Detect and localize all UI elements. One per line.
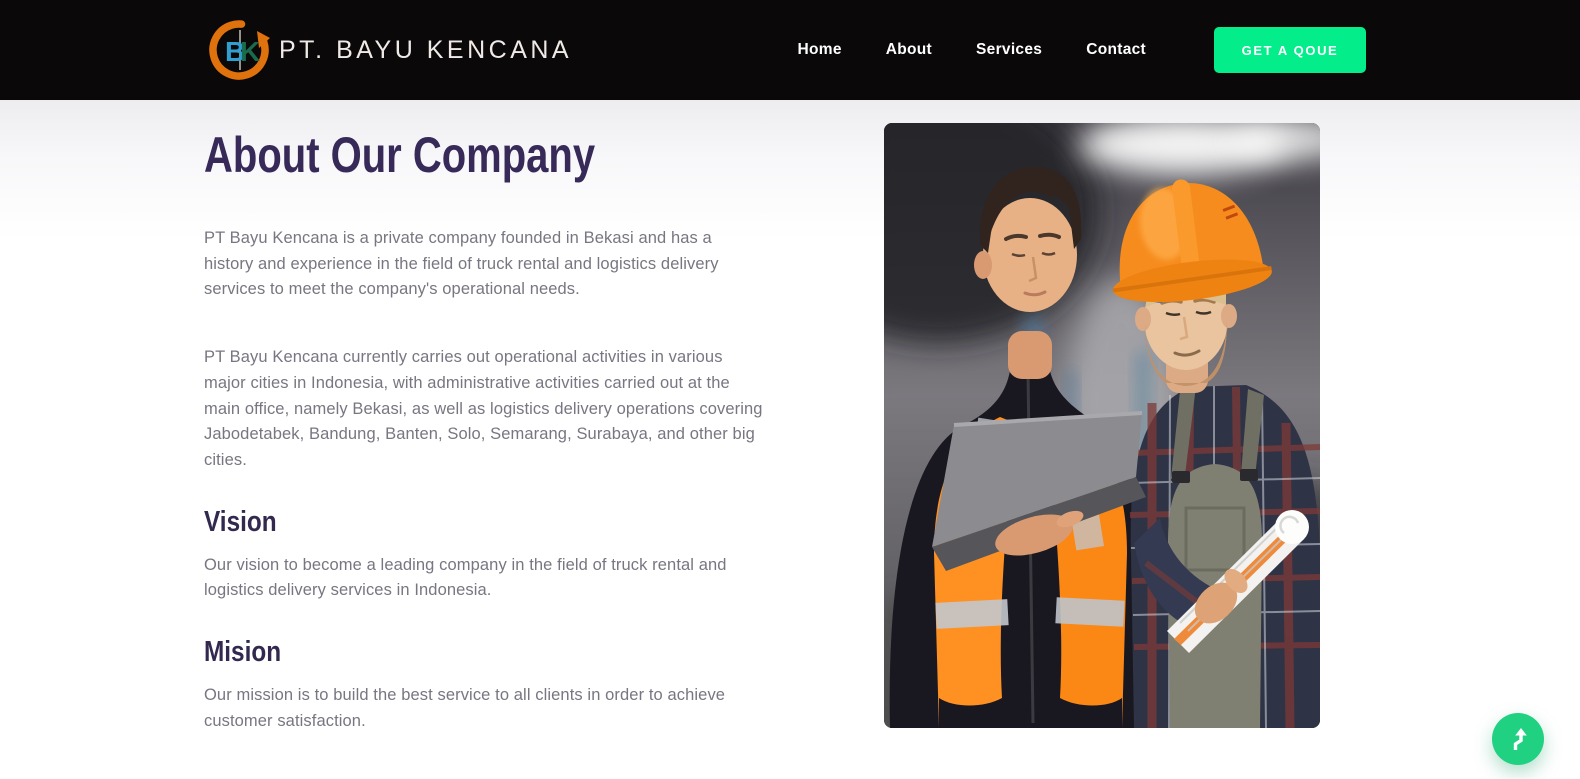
brand-logo-icon: [207, 18, 271, 82]
mission-text: Our mission is to build the best service to all clients in order to achieve customer satisfaction.: [204, 686, 726, 730]
about-section: [0, 100, 1580, 779]
nav-item-home[interactable]: Home: [797, 41, 842, 58]
about-paragraph-1: PT Bayu Kencana is a private company founded in Bekasi and has a history and experience in the field of truck rental and logistics delivery services to meet the company's operational needs.: [204, 229, 719, 299]
about-paragraph-2: PT Bayu Kencana currently carries out operational activities in various major cities in Indonesia, with administrative activities carried out at the main office, namely Bekasi, as well as logistics delivery operations covering Jabodetabek, Bandung, Banten, Solo, Semarang, Surabaya, and other big cities.: [204, 348, 763, 469]
workers-photo-illustration: [884, 123, 1320, 728]
vision-text: Our vision to become a leading company in the field of truck rental and logistics delivery services in Indonesia.: [204, 555, 727, 600]
about-image-column: [884, 100, 1320, 734]
scroll-to-top-button[interactable]: [1492, 713, 1544, 765]
page-title: About Our Company: [204, 127, 596, 183]
nav-item-contact[interactable]: Contact: [1086, 41, 1146, 58]
nav-item-services[interactable]: Services: [976, 41, 1043, 58]
get-a-quote-button[interactable]: GET A QOUE: [1214, 27, 1366, 73]
workers-photo: [884, 123, 1320, 728]
about-text-column: [204, 100, 764, 734]
brand-name: PT. BAYU KENCANA: [279, 35, 573, 64]
svg-text:B: B: [225, 36, 246, 67]
vision-title: Vision: [204, 505, 277, 538]
nav-item-about[interactable]: About: [885, 41, 933, 58]
svg-text:K: K: [240, 36, 261, 67]
main-nav: [797, 41, 1146, 59]
brand-logo[interactable]: [207, 18, 572, 82]
bent-up-arrow-icon: [1505, 726, 1531, 752]
mission-title: Mision: [204, 636, 282, 669]
site-header: [0, 0, 1580, 100]
